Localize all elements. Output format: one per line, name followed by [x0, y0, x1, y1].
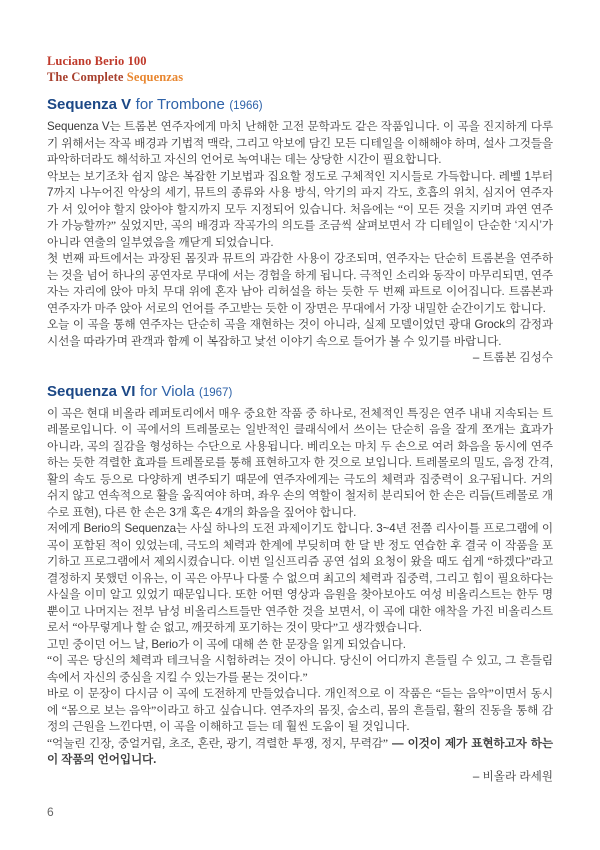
section-sequenza-v: [47, 95, 553, 367]
section-body-sequenza-vi: [47, 406, 553, 769]
quoted-text: “몸으로 보는 음악”: [61, 703, 157, 717]
text-segment: 이면서 동시에: [47, 687, 553, 717]
program-header: [47, 53, 553, 85]
section-title-sequenza-vi: [47, 382, 553, 403]
text-segment: 고민 중이던 어느 날, Berio가 이 곡에 대해 쓴 한 문장을 읽게 되었습니다.: [47, 637, 406, 651]
text-segment: 저에게 Berio의 Sequenza는 사실 하나의 도전 과제이기도 합니다. 3~4년 전쯤 리사이틀 프로그램에 이 곡이 포함된 적이 있었는데, 극도의 체력과 한계에 부딪히며 한 달 반 정도 연습한 후 결국 이 작품을 포기하고 프로그램에서 제외시켰습니다. 이번 일신프리즘 공연 섭외 요청이 왔을 때도 쉽게: [47, 522, 553, 568]
paragraph: [47, 736, 553, 769]
paragraph: [47, 251, 553, 317]
paragraph: [47, 169, 553, 252]
quoted-text: “아무렇게나 할 순 없고, 깨끗하게 포기하는 것이 맞다”: [72, 621, 338, 634]
section-title-instrument: for Trombone: [135, 96, 225, 113]
section-title-main: Sequenza V: [47, 96, 132, 113]
text-segment: — 이것이 제가 표현하고자 하는 이 작품의 언어입니다.: [47, 736, 553, 766]
text-segment: 이 곡은 현대 비올라 레퍼토리에서 매우 중요한 작품 중 하나로, 전체적인 특징은 연주 내내 지속되는 트레몰로입니다. 이 곡에서의 트레몰로는 일반적인 클래식에서 쓰이는 단순히 음을 잘게 쪼개는 효과가 아니라, 곡의 질감을 형성하는 수단으로 사용됩니다. 베리오는 마치 두 손으로 여러 화음을 동시에 연주하는 듯한 격렬한 효과를 트레몰로를 통해 표현하고자 한 것으로 보입니다. 트레몰로의 밀도, 음정 간격, 활의 속도 등으로 다양하게 변주되기 때문에 연주자에게는 극도의 체력과 집중력이 요구됩니다. 거의 쉬지 않고 연속적으로 활을 움직여야 하며, 좌우 손의 역할이 철저히 분리되어 한 손은 리듬(트레몰로 개수로 표현), 다른 한 손은 3개 혹은 4개의 화음을 짚어야 합니다.: [47, 406, 553, 519]
text-segment: 악보는 보기조차 쉽지 않은 복잡한 기보법과 집요할 정도로 구체적인 지시들로 가득합니다. 레벨 1부터 7까지 나누어진 악상의 세기, 뮤트의 종류와 사용 방식, 악기의 파지 각도, 호흡의 위치, 심지어 연주자가 서 있어야 할지 앉아야 할지까지 모두 지정되어 있습니다. 처음에는: [47, 169, 553, 216]
page-content: [47, 53, 553, 785]
section-title-main: Sequenza VI: [47, 382, 136, 400]
paragraph: [47, 637, 553, 654]
header-title-line1: Luciano Berio 100: [47, 54, 147, 68]
section-title-instrument: for Viola: [139, 382, 195, 400]
paragraph: [47, 119, 553, 169]
quoted-text: “이 모든 것을 지키며 과연 연주가 가능할까?”: [47, 202, 554, 232]
paragraph: [47, 521, 553, 637]
text-segment: 싶었지만, 곡의 배경과 작곡가의 의도를 조금씩 살펴보면서 각 디테일이 단순한 ‘지시’가 아니라 연출의 일부였음을 깨닫게 되었습니다.: [47, 219, 553, 249]
paragraph: [47, 653, 553, 686]
text-segment: 바로 이 문장이 다시금 이 곡에 도전하게 만들었습니다. 개인적으로 이 작품은: [47, 687, 436, 700]
page-number: 6: [47, 805, 54, 819]
quoted-text: “듣는 음악”: [435, 687, 494, 700]
quoted-text: “억눌린 긴장, 중얼거림, 초조, 혼란, 광기, 격렬한 투쟁, 정지, 무력감”: [47, 736, 388, 750]
header-title-line2: [47, 69, 553, 85]
header-title-line2-accent: Sequenzas: [126, 70, 184, 84]
section-title-year: (1967): [199, 386, 233, 399]
header-title-line2-dark: The Complete: [47, 70, 124, 84]
performer-signature-viola: – 비올라 라세원: [472, 769, 553, 783]
performer-signature-trombone: – 트롬본 김성수: [472, 351, 553, 364]
paragraph: [47, 406, 553, 522]
text-segment: 이라고 하고 싶습니다. 연주자의 몸짓, 숨소리, 몸의 흔들림, 활의 진동을 통해 감정의 근원을 느낀다면, 이 곡을 이해하고 듣는 데 훨씬 도움이 될 것입니다.: [47, 703, 553, 733]
quoted-text: “이 곡은 당신의 체력과 테크닉을 시험하려는 것이 아니다. 당신이 어디까지 흔들릴 수 있고, 그 흔들림 속에서 자신의 중심을 지킬 수 있는가를 묻는 것이다.”: [47, 654, 553, 684]
text-segment: 고 생각했습니다.: [337, 621, 422, 634]
section-title-sequenza-v: [47, 95, 553, 116]
text-segment: 첫 번째 파트에서는 과장된 몸짓과 뮤트의 과감한 사용이 강조되며, 연주자는 단순히 트롬본을 연주하는 것을 넘어 하나의 공연자로 무대에 서는 경험을 하게 됩니다. 극적인 소리와 동작이 마무리되면, 연주자는 자리에 앉아 마치 무대 위에 혼자 남아 리허설을 하는 듯한 두 번째 파트로 이어집니다. 트롬본과 연주자가 마주 앉아 서로의 언어를 주고받는 듯한 이 장면은 무대에서 가장 내밀한 순간이기도 합니다.: [47, 252, 553, 315]
paragraph: [47, 317, 553, 350]
text-segment: Sequenza V는 트롬본 연주자에게 마치 난해한 고전 문학과도 같은 작품입니다. 이 곡을 진지하게 다루기 위해서는 작곡 배경과 기법적 맥락, 그리고 악보에 담긴 모든 디테일을 이해해야 하며, 설사 그것들을 파악하더라도 해석하고 자신의 언어로 녹여내는 데는 상당한 시간이 필요합니다.: [47, 120, 553, 166]
quoted-text: “하겠다”: [487, 555, 531, 568]
section-title-year: (1966): [229, 100, 263, 112]
text-segment: 라고 결정하지 못했던 이유는, 이 곡은 아무나 다룰 수 없으며 최고의 체력과 집중력, 그리고 힘이 필요하다는 사실을 이미 알고 있었기 때문입니다. 또한 어떤 영상과 음원을 찾아보아도 여성 비올리스트는 한두 명뿐이고 나머지는 전부 남성 비올리스트들만 연주한 것을 보면서, 이 곡에 대한 애착을 가진 비올리스트로서: [47, 555, 553, 634]
section-sequenza-vi: [47, 382, 553, 786]
paragraph: [47, 686, 553, 736]
section-body-sequenza-v: [47, 119, 553, 350]
text-segment: 오늘 이 곡을 통해 연주자는 단순히 곡을 재현하는 것이 아니라, 실제 모델이었던 광대 Grock의 감정과 시선을 따라가며 관객과 함께 이 복잡하고 낯선 이야기 속으로 들어가 볼 수 있기를 바랍니다.: [47, 318, 553, 348]
